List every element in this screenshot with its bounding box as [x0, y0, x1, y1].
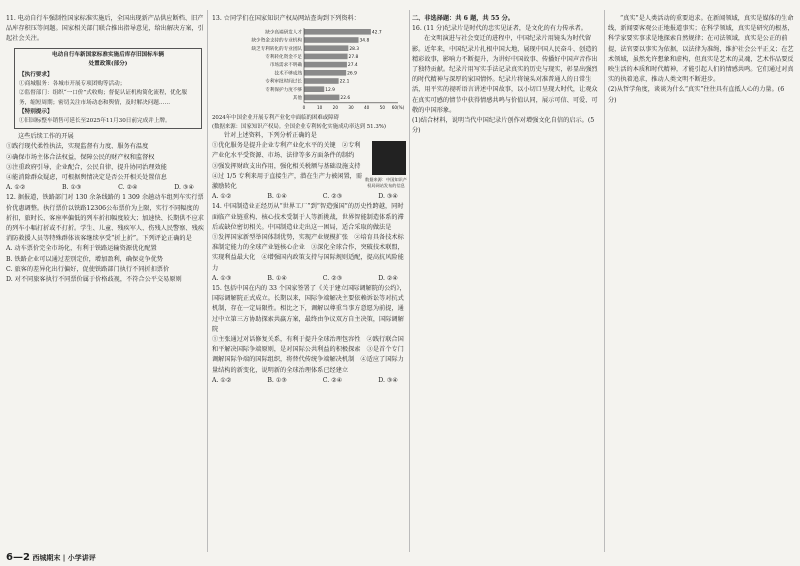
q16-subquestion-2: (2)从哲学角度，谈谈为什么“真实”往往具有直抵人心的力量。(6 分) [608, 86, 785, 104]
answer-a: A. ①② [212, 376, 232, 384]
column-4 [608, 14, 794, 106]
bar [304, 78, 339, 84]
q11-option-4: ④能消除群众疑虑，可根据舆情决定是否公开相关处置信息 [6, 174, 167, 182]
page-footer [6, 552, 96, 563]
q11-stem: 11. 电动自行车强制性国家标准实施后，全国出现新产品供应断档、旧产品库存积压等问题。国家相关部门联合推出指导意见，给出解决方案，引起社会关注。 [6, 15, 204, 43]
column-2 [212, 14, 408, 386]
exec-item-2: ②监督部门：组织“一口价”式收购；督促认证机构简化流程，优化服务，缩短周期；密切关注市场动态和舆情，及时解决问题…… [19, 90, 187, 106]
category-label: 缺少高端研发人才 [265, 30, 302, 36]
q12-option-a: A. 动车票价完全市场化，有利于铁路运输资源优化配置 [6, 245, 157, 253]
category-label: 专利转化资金不足 [265, 55, 302, 61]
q13-stem: 13. ☆同学们在国家知识产权局网站查询到下列资料： [212, 15, 360, 22]
q16-material-2: “真实”是人类活动的重要追求。在新闻领域，真实是媒体的生命线，新闻要客观公正地报道事实；在科学领域，真实是研究的根基，科学家要实事求是地探索自然规律；在司法领域，真实是公正的前提，法官要以事实为依据，以法律为准绳，维护社会公平正义；在艺术领域，虽然允许想象和虚构，但真实是艺术的灵魂，艺术作品要反映生活的本质和时代精神，才能引起人们的情感共鸣。它们通过对真实的执着追求，推动人类文明不断进步。 [608, 15, 794, 84]
column-divider [604, 10, 605, 552]
x-tick-label: 50 [379, 105, 386, 111]
answer-b: B. ①③ [267, 376, 287, 384]
category-label: 缺乏专利转化的专业团队 [251, 47, 302, 53]
category-label: 其他 [292, 96, 302, 102]
bar-value-label: 28.3 [349, 47, 360, 53]
page-number: 6—2 [6, 552, 30, 563]
x-tick-label: 40 [363, 105, 370, 111]
q11-option-2: ②确保市场主体合法权益，保障公民的财产权和监督权 [6, 153, 155, 161]
answer-d: D. ②④ [378, 274, 398, 282]
answer-b: B. ①④ [267, 193, 287, 201]
q11-option-1: ①践行现代柔性执法，实现监督有力度、服务有温度 [6, 143, 149, 151]
footer-label: 西城期末 | 小学讲评 [32, 554, 96, 562]
bar-value-label: 34.8 [359, 38, 370, 44]
exec-item-1: ①商城服务：各城市开展专项团购等活动； [19, 81, 126, 88]
answer-a: A. ①② [212, 193, 232, 201]
column-1 [6, 14, 204, 285]
chart-title: 2024年中国企业开展专利产业化中面临的困难或障碍 [212, 115, 339, 122]
chart-note: (数据来源：国家知识产权局。全国企业专利转化实施成功率达到 51.3%) [212, 123, 386, 130]
exec-heading: 【执行要求】 [19, 72, 53, 79]
answer-c: C. ②④ [118, 184, 138, 192]
answer-c: C. ②③ [322, 193, 343, 201]
q12-stem: 12. 据报道，铁路部门对 130 余条线路的 1 309 余趟动车组列车实行票价优惠调整。执行票价以铁路12306公布票价为上限，实行不同幅度的折扣，旅时长、客座率偏低的列车折扣幅度较大；加速快、长期供不应求的列车小幅打折或不打折。学生、儿童、残疾军人、伤残人民警察、残疾消防救援人员等特殊群体该客继续享受“折上折”。下列评论正确的是 [6, 194, 204, 243]
q14-answers [212, 274, 408, 284]
q13-chart [212, 26, 408, 112]
q15-stem: 15. 包括中国在内的 33 个国家签署了《关于建立国际调解院的公约》，国际调解院正式成立。长期以来，国际争端解决主要依赖诉讼等对抗式机制，存在一定局限性。相比之下，调解以尊重当事方意愿为前提，通过中立第三方协助探索共赢方案，最终由争议双方自主决策，国际调解院 [212, 285, 406, 333]
bar [304, 37, 359, 43]
q11-option-3: ③注重政府引导，企业配合，公民自律，提升协同治理效能 [6, 163, 167, 171]
q16-subquestion-1: (1)结合材料，说明当代中国纪录片创作对增强文化自信的启示。(5 分) [412, 117, 595, 135]
bar-value-label: 22.1 [339, 79, 350, 85]
notice-title: 电动自行车新国家标准实施后库存旧国标车辆 [52, 51, 164, 58]
bar-value-label: 26.9 [347, 71, 357, 77]
category-label: 技术不够成熟 [274, 71, 302, 77]
qr-code-icon [372, 141, 406, 175]
q12-option-c: C. 旅客的差异化出行偏好，促使铁路部门执行不同折扣票价 [6, 265, 170, 273]
q16-material: 在文明演进与社会变迁的进程中，中国纪录片用镜头为时代留影。近年来，中国纪录片扎根中国大地，展现中国人民奋斗、创造的精彩故事，影响力不断提升，为讲好中国故事、传播好中国声音作出了独特贡献。纪录片用写实手法记录真实的历史与现实，彰显出强烈的时代精神与深厚的家国情怀。纪录片将镜头对准普通人的日常生活，用平实的视听语言讲述中国故事，以小切口呈现大时代，让观众在真实可感的情节中获得情感共鸣与价值认同，展示可信、可爱、可敬的中国形象。 [412, 35, 598, 114]
notice-subtitle: 处置政策(部分) [88, 60, 128, 67]
q11-answers [6, 183, 204, 193]
q13-tail: 针对上述资料，下列分析正确的是 [224, 132, 317, 140]
answer-c: C. ②③ [322, 274, 343, 282]
x-tick-label: 20 [332, 105, 339, 111]
bar [304, 29, 371, 35]
bar-value-label: 12.9 [325, 88, 335, 94]
bar [304, 87, 324, 93]
column-divider [409, 10, 410, 552]
q14-stem: 14. 中国制造业正经历从“世界工厂”到“智造强国”的历史性跨越，同时面临产业链重构、核心技术受制于人等新挑战，世界智能制造体系的滞后或缺位密切相关。中国制造业走出这一困局，适合采取的做法是 [212, 203, 404, 231]
q12-option-d: D. 对不同旅客执行不同票价属于价格歧视，不符合公平交易原则 [6, 276, 182, 284]
x-tick-label: 60(%) [391, 105, 405, 111]
answer-b: B. ①④ [267, 274, 287, 282]
q11-notice-box [14, 48, 202, 130]
q13-body [212, 131, 408, 192]
x-tick-label: 30 [348, 105, 354, 111]
qr-caption: 数据来源：中国知识产权局网站发布的信息 [365, 177, 407, 188]
q11-tail: 这些后续工作的开展 [18, 133, 74, 141]
bar-value-label: 42.7 [371, 30, 382, 36]
column-3 [412, 14, 602, 136]
special-item-1: ①旧国标整车销售可延长至2025年11月30日前完成并上牌。 [19, 118, 171, 125]
bar [304, 95, 339, 101]
category-label: 市场需求不明确 [269, 63, 302, 69]
answer-c: C. ②④ [322, 376, 343, 384]
x-tick-label: 0 [302, 105, 306, 111]
answer-b: B. ①③ [62, 184, 82, 192]
q13-options: ①优化服务是提升企业专利产业化水平的关键 ②专利产业化水平受资源、市场、法律等多方面条件的制约 ③强发挥财政支出作用，强化相关税额与基础设施支持 ④过 1/5 专利来用于直接生产，潜在生产力被闲置，需激励转化 [212, 142, 367, 191]
q14-options: ①发挥国家新型举国体制优势，实现产业规模扩张 ②培育具备技术标准制定能力的全球产业链核心企业 ③深化全球合作，突破技术联盟，实现利益最大化 ④增强国内政策支持与国际规则适配，提高抗风险能力 [212, 234, 404, 272]
category-label: 专利保护力度不够 [265, 88, 302, 94]
category-label: 专利审批时间过长 [265, 79, 302, 85]
q13-answers [212, 192, 408, 202]
category-label: 缺少资金支持的专业机构 [251, 38, 302, 44]
q15-options: ①主张通过对话修复关系，有利于提升全球治理包容性 ②践行联合国和平解决国际争端原则，是对国际公共利益的积极探索 ③是首个专门调解国际争端的国际组织，将替代传统争端解决机制 ④适应了国际力量结构的新变化，说明新的全球治理体系已经建立 [212, 336, 404, 374]
q12-option-b: B. 铁路企业可以通过差别定价，增加盈利，确保竞争优势 [6, 255, 163, 263]
bar-value-label: 27.8 [348, 55, 359, 61]
bar [304, 70, 346, 76]
q15-answers [212, 376, 408, 386]
part2-title: 二、非选择题：共 6 题，共 55 分。 [412, 15, 514, 22]
bar-value-label: 22.6 [340, 96, 351, 102]
q16-stem: 16. (11 分)纪录片是时代的忠实见证者，是文化的有力传承者。 [412, 25, 587, 33]
answer-d: D. ③④ [378, 193, 398, 201]
special-heading: 【特别提示】 [19, 108, 53, 115]
bar-value-label: 27.4 [347, 63, 358, 69]
bar [304, 46, 348, 52]
answer-d: D. ③④ [378, 376, 398, 384]
bar [304, 54, 348, 60]
answer-a: A. ①③ [212, 274, 232, 282]
x-tick-label: 10 [316, 105, 323, 111]
answer-d: D. ③④ [174, 184, 194, 192]
column-divider [207, 10, 208, 552]
answer-a: A. ①② [6, 184, 26, 192]
bar-chart [212, 26, 408, 112]
bar [304, 62, 347, 68]
